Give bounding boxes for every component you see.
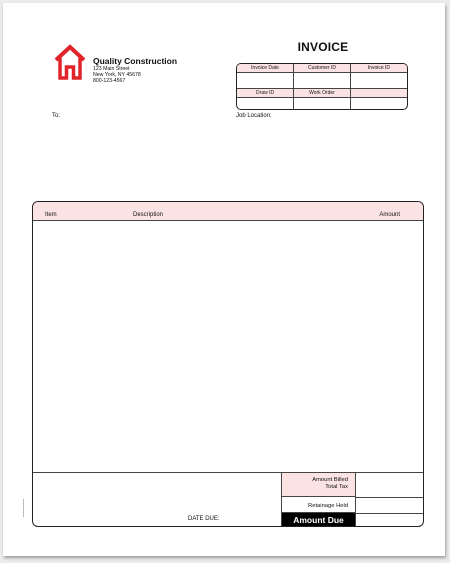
- retainage-held-label: Retainage Held: [282, 497, 355, 513]
- amount-due-label: Amount Due: [282, 513, 355, 526]
- line-items-table: [32, 201, 424, 527]
- description-column-header: Description: [133, 212, 164, 218]
- customer-id-field[interactable]: [294, 72, 351, 88]
- amount-billed-cell: [282, 473, 355, 497]
- retainage-value-field[interactable]: [355, 497, 423, 514]
- invoice-sheet: [3, 3, 445, 556]
- company-info: [93, 57, 177, 85]
- draw-id-header: Draw ID: [237, 89, 294, 98]
- company-address-line1: 123 Main Street: [93, 65, 130, 72]
- line-items-header: [33, 202, 423, 221]
- company-address-line2: New York, NY 45678: [93, 71, 141, 78]
- company-phone: 800-123-4567: [93, 77, 126, 84]
- date-due-label: DATE DUE:: [188, 516, 220, 522]
- draw-id-field[interactable]: [237, 97, 294, 109]
- amount-billed-label: Amount Billed: [312, 477, 348, 483]
- work-order-header: Work Order: [294, 89, 351, 98]
- amount-column-header: Amount: [379, 212, 400, 218]
- invoice-date-header: Invoice Date: [237, 64, 294, 72]
- amount-billed-value-field[interactable]: [355, 473, 423, 498]
- invoice-id-box: [236, 63, 408, 110]
- total-tax-label: Total Tax: [325, 484, 348, 491]
- invoice-date-field[interactable]: [237, 72, 294, 88]
- totals-labels: [281, 473, 356, 526]
- company-name: Quality Construction: [93, 56, 178, 66]
- form-code-mark: [23, 499, 28, 517]
- item-column-header: Item: [45, 212, 57, 218]
- job-location-label: Job Location:: [236, 113, 272, 119]
- totals-section: [33, 472, 423, 526]
- work-order-field[interactable]: [294, 97, 351, 109]
- blank-header: [350, 89, 407, 98]
- invoice-title: INVOICE: [297, 40, 349, 54]
- customer-id-header: Customer ID: [294, 64, 351, 72]
- blank-field[interactable]: [350, 97, 407, 109]
- house-logo-icon: [53, 43, 87, 81]
- to-label: To:: [52, 113, 61, 119]
- invoice-id-header: Invoice ID: [350, 64, 407, 72]
- invoice-id-field[interactable]: [350, 72, 407, 88]
